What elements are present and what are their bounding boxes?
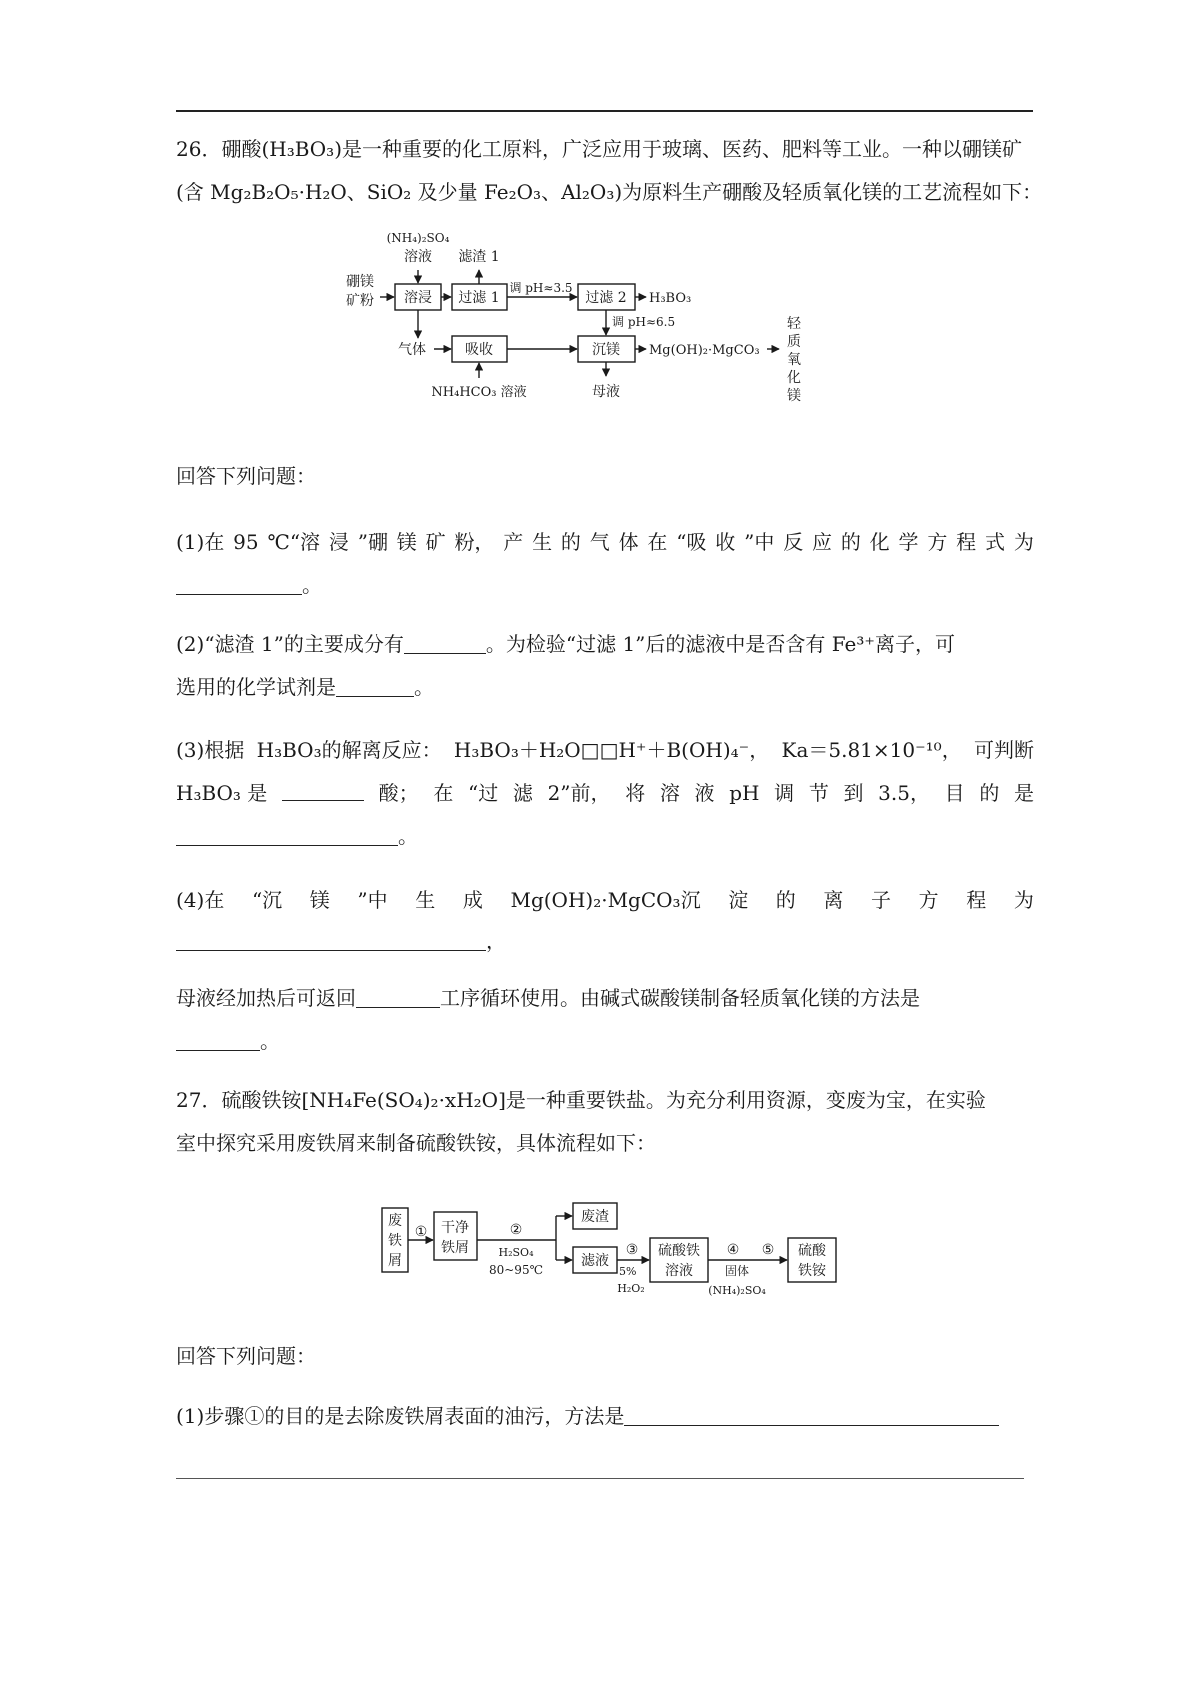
final-char-2: 质 xyxy=(787,334,801,350)
q27-intro-line2: 室中探究采用废铁屑来制备硫酸铁铵，具体流程如下： xyxy=(176,1131,656,1155)
top-rule xyxy=(176,110,1033,112)
temp-label: 80~95℃ xyxy=(488,1263,544,1277)
h2o2-percent: 5% xyxy=(619,1265,637,1278)
final-char-5: 镁 xyxy=(787,388,801,404)
q27-sub1: (1)步骤①的目的是去除废铁屑表面的油污，方法是 xyxy=(176,1403,1034,1429)
reagent-bottom: NH₄HCO₃ 溶液 xyxy=(431,385,527,400)
q27-answer-prompt: 回答下列问题： xyxy=(176,1344,316,1368)
q26-number: 26 xyxy=(176,137,202,161)
clean-iron-1: 干净 xyxy=(441,1220,469,1236)
product-1: 硫酸 xyxy=(798,1243,826,1259)
q26-intro-line1: 26．硼酸(H₃BO₃)是一种重要的化工原料，广泛应用于玻璃、医药、肥料等工业。一种以硼镁矿 xyxy=(176,137,1022,161)
absorb-label: 吸收 xyxy=(465,342,493,358)
step-5: ⑤ xyxy=(761,1242,775,1258)
product-2: 铁铵 xyxy=(798,1263,826,1279)
ferric-1: 硫酸铁 xyxy=(658,1243,700,1259)
ph1-label: 调 pH≈3.5 xyxy=(509,281,573,295)
h3bo3-product: H₃BO₃ xyxy=(649,291,692,306)
ph2-label: 调 pH≈6.5 xyxy=(612,315,676,329)
answer-blank[interactable] xyxy=(176,1030,260,1051)
ore-label-2: 矿粉 xyxy=(346,293,374,309)
q27-intro-text1: 硫酸铁铵[NH₄Fe(SO₄)₂·xH₂O]是一种重要铁盐。为充分利用资源，变废为宝，在实验 xyxy=(221,1088,986,1112)
answer-blank[interactable] xyxy=(356,987,440,1008)
nh4so4-label: (NH₄)₂SO₄ xyxy=(708,1284,766,1297)
q26-sub4-line4: 。 xyxy=(176,1028,1034,1054)
solid-label: 固体 xyxy=(725,1264,750,1278)
answer-blank[interactable] xyxy=(176,930,486,951)
filtrate-label: 滤液 xyxy=(581,1253,609,1269)
step-3: ③ xyxy=(625,1242,639,1258)
reagent-top-2: 溶液 xyxy=(404,249,432,265)
h2o2-label: H₂O₂ xyxy=(617,1282,645,1295)
q27-flowchart xyxy=(380,1192,840,1316)
q26-sub3-line3: 。 xyxy=(176,823,1034,849)
filter2-label: 过滤 2 xyxy=(585,290,627,306)
q26-sub3-line2: H₃BO₃ 是 酸； 在 “过 滤 2”前， 将 溶 液 pH 调 节 到 3.5， 目 的 是 xyxy=(176,781,1034,805)
q26-sub4-line1: (4)在 “沉 镁 ”中 生 成 Mg(OH)₂·MgCO₃沉 淀 的 离 子 方 程 为 xyxy=(176,888,1034,912)
waste-char-3: 屑 xyxy=(388,1253,402,1269)
h2so4-label: H₂SO₄ xyxy=(498,1246,534,1259)
step-4: ④ xyxy=(726,1242,740,1258)
final-char-1: 轻 xyxy=(787,316,801,332)
clean-iron-2: 铁屑 xyxy=(441,1240,469,1256)
q27-number: 27 xyxy=(176,1088,202,1112)
residue-1: 滤渣 1 xyxy=(458,249,500,265)
q26-sub1-line1: (1)在 95 ℃“溶 浸 ”硼 镁 矿 粉， 产 生 的 气 体 在 “吸 收 ”中 反 应 的 化 学 方 程 式 为 xyxy=(176,530,1034,554)
q26-answer-prompt: 回答下列问题： xyxy=(176,464,316,488)
mother-liquor: 母液 xyxy=(592,384,620,400)
gas-label: 气体 xyxy=(398,342,426,358)
q27-intro-line1: 27．硫酸铁铵[NH₄Fe(SO₄)₂·xH₂O]是一种重要铁盐。为充分利用资源，变废为宝，在实验 xyxy=(176,1088,986,1112)
answer-blank[interactable] xyxy=(624,1405,999,1426)
step-1: ① xyxy=(414,1224,428,1240)
step-2: ② xyxy=(509,1222,523,1238)
q26-sub4-line2: ， xyxy=(176,928,1034,954)
final-char-4: 化 xyxy=(787,370,801,386)
ferric-2: 溶液 xyxy=(665,1263,693,1279)
q26-sub2-line1: (2)“滤渣 1”的主要成分有 。为检验“过滤 1”后的滤液中是否含有 Fe³⁺离子，可 xyxy=(176,632,955,656)
q26-sub2-line2: 选用的化学试剂是 。 xyxy=(176,675,434,699)
precip-label: 沉镁 xyxy=(592,342,620,358)
waste-char-1: 废 xyxy=(388,1213,402,1229)
waste-char-2: 铁 xyxy=(388,1233,402,1249)
answer-blank[interactable] xyxy=(176,574,302,595)
mgco3-product: Mg(OH)₂·MgCO₃ xyxy=(649,343,760,358)
q26-sub3-line1: (3)根据 H₃BO₃的解离反应： H₃BO₃＋H₂O□□H⁺＋B(OH)₄⁻， Ka＝5.81×10⁻¹⁰， 可判断 xyxy=(176,738,1034,762)
q26-flowchart xyxy=(340,228,850,436)
reagent-top: (NH₄)₂SO₄ xyxy=(386,231,450,245)
q26-intro-text1: 硼酸(H₃BO₃)是一种重要的化工原料，广泛应用于玻璃、医药、肥料等工业。一种以硼镁矿 xyxy=(221,137,1022,161)
q26-sub1-line2: 。 xyxy=(176,572,1034,598)
ore-label-1: 硼镁 xyxy=(346,274,374,290)
answer-blank[interactable] xyxy=(282,780,364,801)
q26-intro-line2: (含 Mg₂B₂O₅·H₂O、SiO₂ 及少量 Fe₂O₃、Al₂O₃)为原料生产硼酸及轻质氧化镁的工艺流程如下： xyxy=(176,180,1043,204)
answer-line[interactable] xyxy=(176,1478,1024,1479)
q26-sub4-line3: 母液经加热后可返回 工序循环使用。由碱式碳酸镁制备轻质氧化镁的方法是 xyxy=(176,986,920,1010)
residue-label: 废渣 xyxy=(581,1209,609,1225)
leach-label: 溶浸 xyxy=(404,290,432,306)
filter1-label: 过滤 1 xyxy=(458,290,500,306)
answer-blank[interactable] xyxy=(176,825,398,846)
answer-blank[interactable] xyxy=(336,676,414,697)
answer-blank[interactable] xyxy=(404,633,486,654)
final-char-3: 氧 xyxy=(787,352,801,368)
